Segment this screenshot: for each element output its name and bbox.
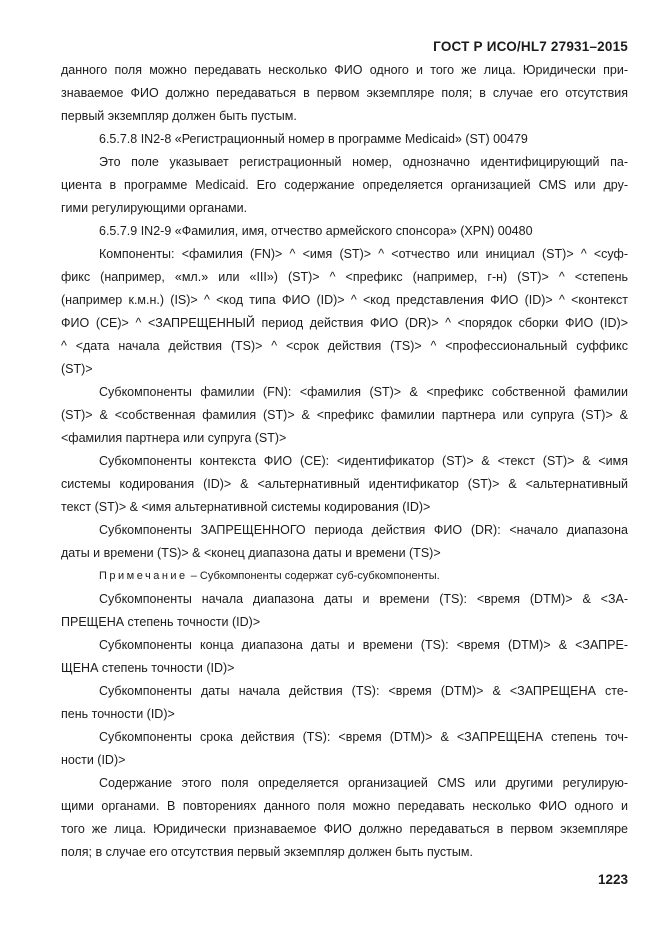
note-label: Примечание	[99, 570, 188, 582]
paragraph	[61, 519, 628, 565]
text-line: данного поля можно передавать несколько ФИО одного и того же лица. Юридически при-	[61, 63, 628, 77]
text-line: системы кодирования (ID)> & <альтернативный идентификатор (ST)> & <альтернативный	[61, 477, 628, 491]
text-line: Субкомпоненты даты начала действия (TS): <время (DTM)> & <ЗАПРЕЩЕНА сте-	[99, 684, 628, 698]
paragraph	[61, 726, 628, 772]
text-line: циента в программе Medicaid. Его содержание определяется организацией CMS или дру-	[61, 178, 628, 192]
text-line: 6.5.7.9 IN2-9 «Фамилия, имя, отчество армейского спонсора» (XPN) 00480	[99, 224, 533, 238]
text-line: ЩЕНА степень точности (ID)>	[61, 661, 235, 675]
text-line: ^ <дата начала действия (TS)> ^ <срок действия (TS)> ^ <профессиональный суффикс	[61, 339, 628, 353]
text-line: Субкомпоненты ЗАПРЕЩЕННОГО периода действия ФИО (DR): <начало диапазона	[99, 523, 628, 537]
text-line: фикс (например, «мл.» или «III») (ST)> ^ <префикс (например, г-н) (ST)> ^ <степень	[61, 270, 628, 284]
paragraph	[61, 381, 628, 450]
paragraph	[61, 588, 628, 634]
page-number: 1223	[597, 872, 628, 887]
text-line: ФИО (CE)> ^ <ЗАПРЕЩЕННЫЙ период действия ФИО (DR)> ^ <порядок сборки ФИО (ID)>	[61, 316, 628, 330]
text-line: первый экземпляр должен быть пустым.	[61, 109, 297, 123]
text-line: 6.5.7.8 IN2-8 «Регистрационный номер в программе Medicaid» (ST) 00479	[99, 132, 528, 146]
paragraph	[61, 680, 628, 726]
text-line: знаваемое ФИО должно передаваться в первом экземпляре поля; в случае его отсутствия	[61, 86, 628, 100]
note-paragraph	[61, 565, 628, 588]
text-line: <фамилия партнера или супруга (ST)>	[61, 431, 287, 445]
text-line: (ST)>	[61, 362, 93, 376]
text-line: текст (ST)> & <имя альтернативной системы кодирования (ID)>	[61, 500, 431, 514]
paragraph	[61, 128, 628, 151]
text-line: Компоненты: <фамилия (FN)> ^ <имя (ST)> ^ <отчество или инициал (ST)> ^ <суф-	[99, 247, 628, 261]
text-line: Субкомпоненты контекста ФИО (CE): <идентификатор (ST)> & <текст (ST)> & <имя	[99, 454, 628, 468]
text-line: Это поле указывает регистрационный номер, однозначно идентифицирующий па-	[99, 155, 628, 169]
text-line: Субкомпоненты конца диапазона даты и времени (TS): <время (DTM)> & <ЗАПРЕ-	[99, 638, 628, 652]
text-line: ности (ID)>	[61, 753, 126, 767]
paragraph	[61, 243, 628, 381]
paragraph	[61, 634, 628, 680]
paragraph	[61, 151, 628, 220]
text-line: того же лица. Юридически признаваемое ФИО должно передаваться в первом экземпляре	[61, 822, 628, 836]
text-line: даты и времени (TS)> & <конец диапазона даты и времени (TS)>	[61, 546, 441, 560]
paragraph	[61, 772, 628, 864]
text-line: Примечание – Субкомпоненты содержат суб-субкомпоненты.	[99, 570, 440, 582]
text-body	[61, 59, 628, 864]
text-line: поля; в случае его отсутствия первый экземпляр должен быть пустым.	[61, 845, 473, 859]
paragraph	[61, 59, 628, 128]
text-line: гими регулирующими органами.	[61, 201, 248, 215]
paragraph	[61, 450, 628, 519]
text-line: (ST)> & <собственная фамилия (ST)> & <префикс фамилии партнера или супруга (ST)> &	[61, 408, 628, 422]
text-line: (например к.м.н.) (IS)> ^ <код типа ФИО (ID)> ^ <код представления ФИО (ID)> ^ <контекст	[61, 293, 628, 307]
text-line: Субкомпоненты фамилии (FN): <фамилия (ST)> & <префикс собственной фамилии	[99, 385, 628, 399]
text-line: Содержание этого поля определяется организацией CMS или другими регулирую-	[99, 776, 628, 790]
running-header-standard-code: ГОСТ Р ИСО/HL7 27931–2015	[433, 39, 628, 54]
text-line: Субкомпоненты срока действия (TS): <время (DTM)> & <ЗАПРЕЩЕНА степень точ-	[99, 730, 628, 744]
text-line: ПРЕЩЕНА степень точности (ID)>	[61, 615, 261, 629]
text-line: щими органами. В повторениях данного поля можно передавать несколько ФИО одного и	[61, 799, 628, 813]
paragraph	[61, 220, 628, 243]
text-line: пень точности (ID)>	[61, 707, 175, 721]
text-line: Субкомпоненты начала диапазона даты и времени (TS): <время (DTM)> & <ЗА-	[99, 592, 628, 606]
